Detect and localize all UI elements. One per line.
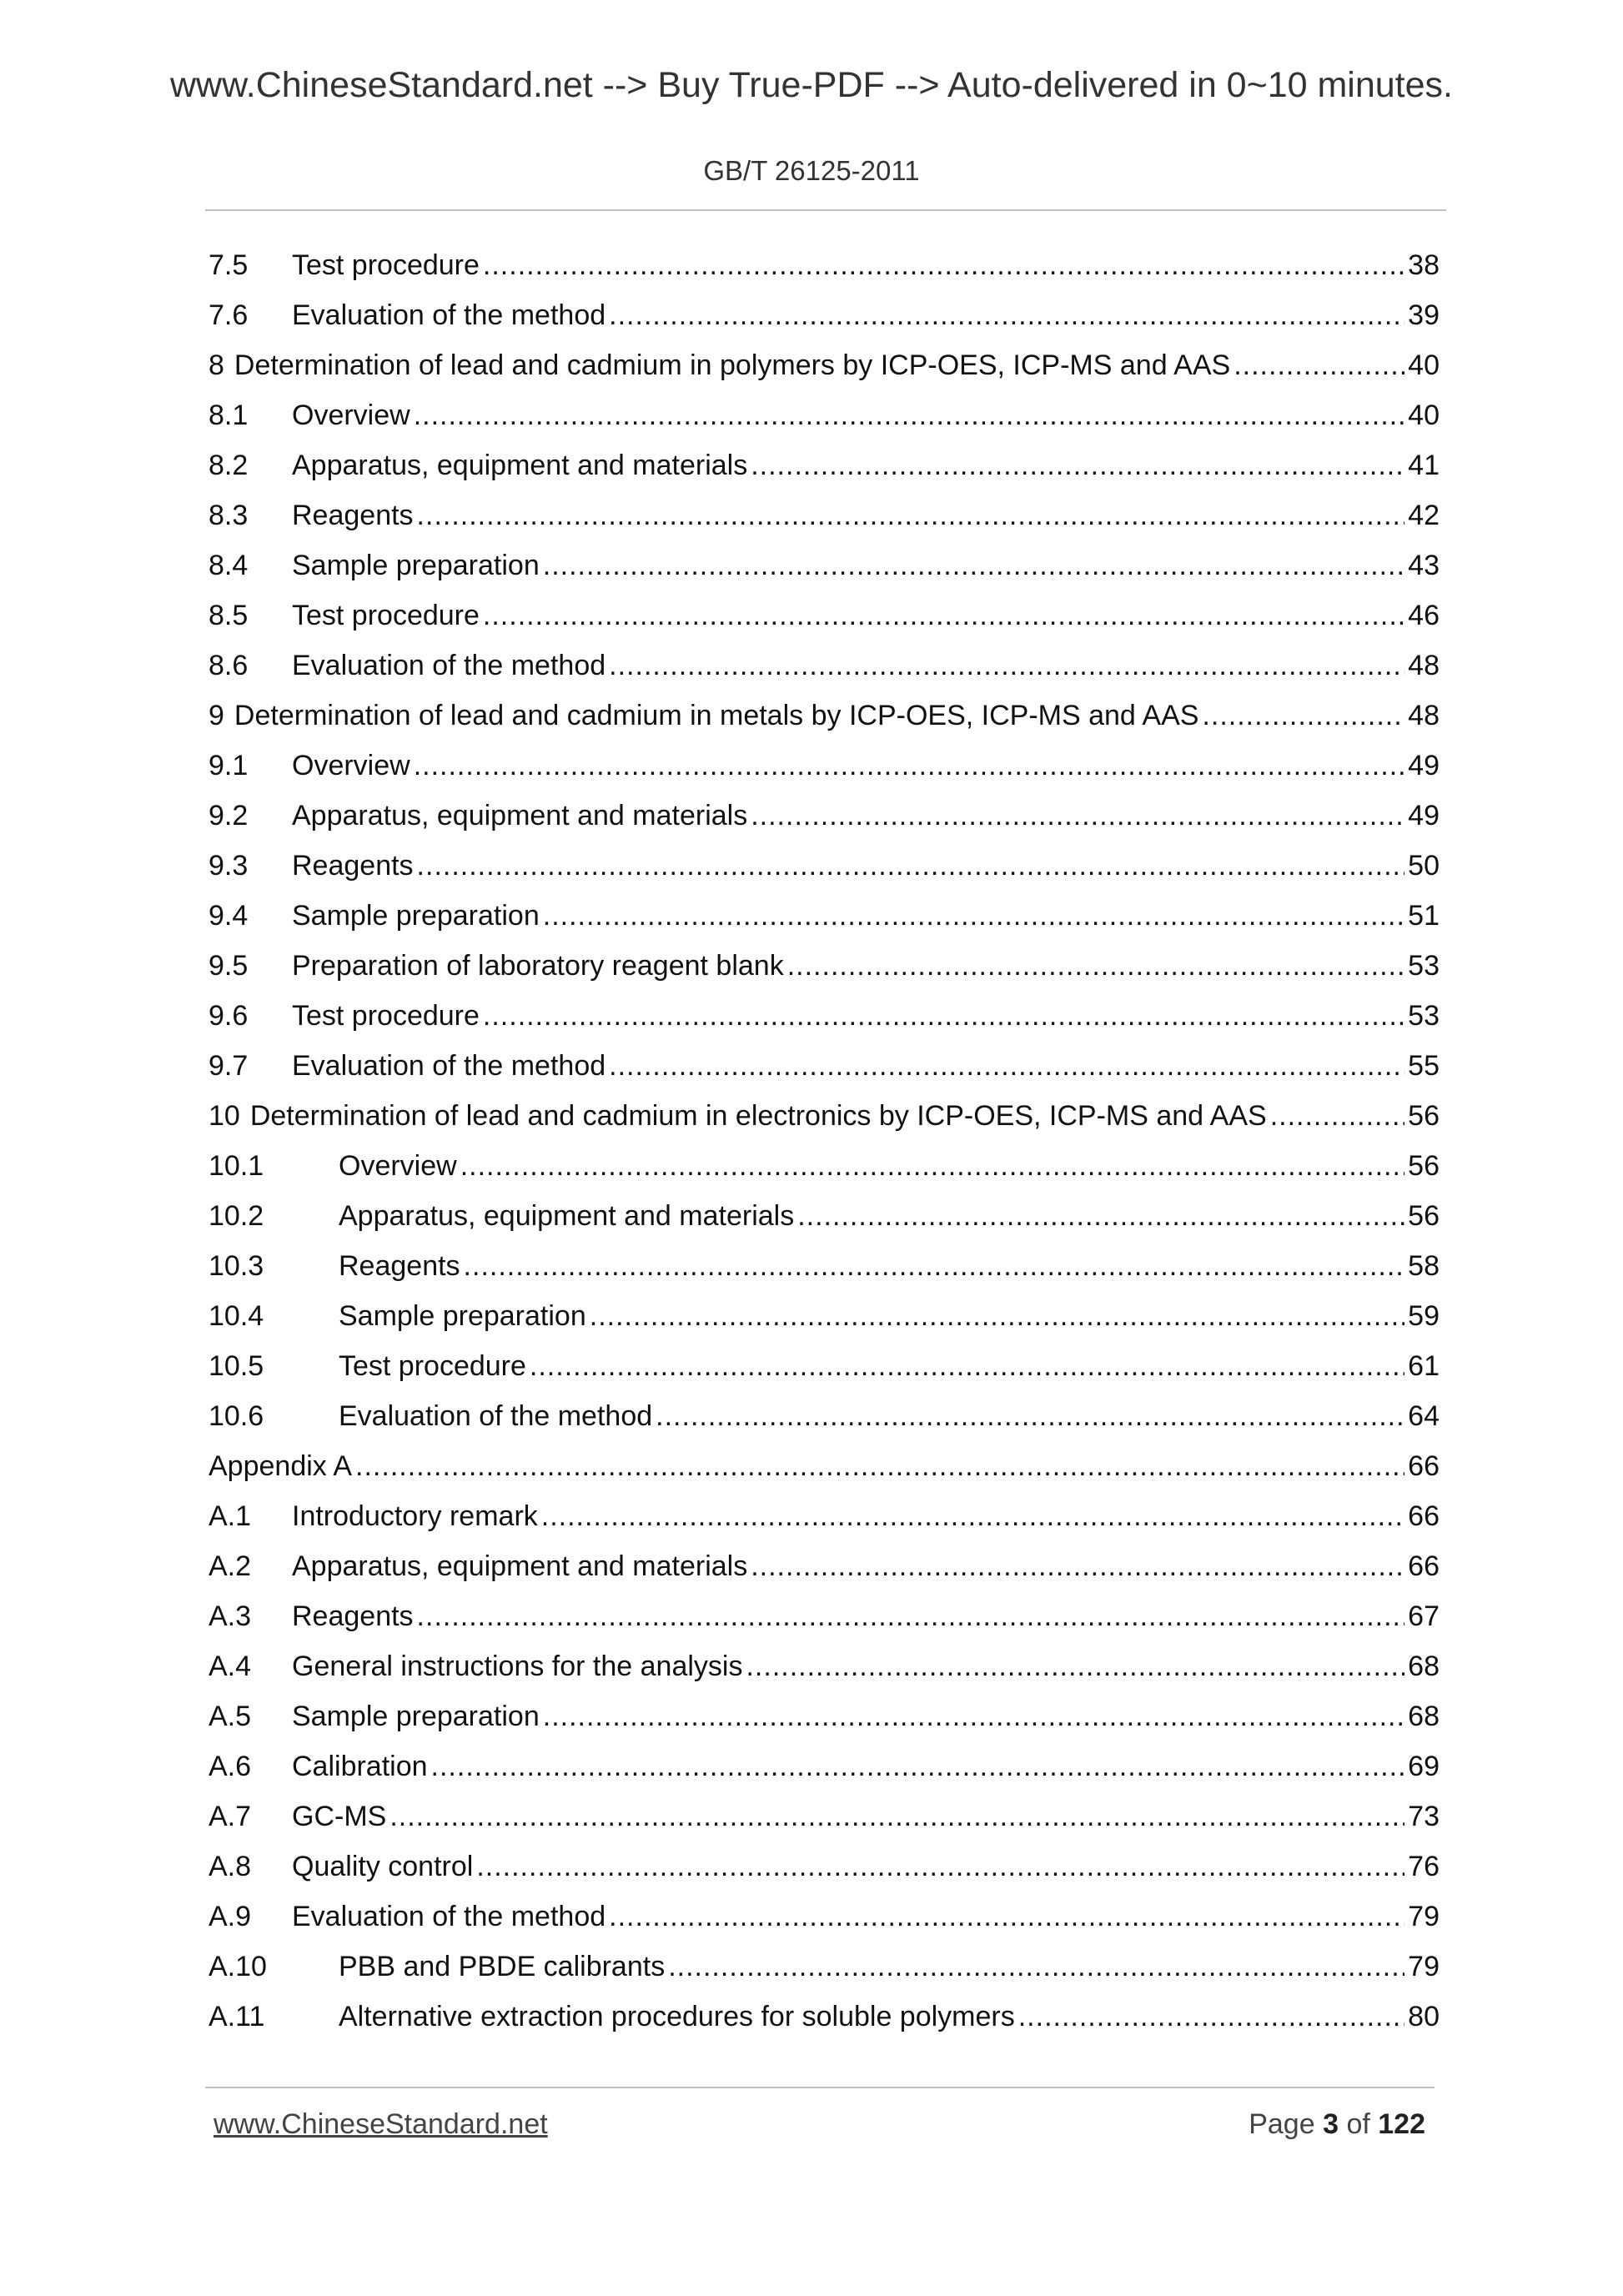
- toc-entry[interactable]: [209, 490, 1440, 540]
- toc-entry-number: A.9: [209, 1901, 252, 1932]
- toc-entry-title: Overview: [339, 1150, 457, 1182]
- toc-entry-page: 61: [1408, 1350, 1440, 1382]
- toc-entry-title: Reagents: [292, 1600, 414, 1632]
- toc-entry[interactable]: [209, 1892, 1440, 1942]
- toc-entry-title: Preparation of laboratory reagent blank: [292, 950, 784, 982]
- toc-entry-title: Overview: [292, 399, 410, 431]
- toc-entry-title: Apparatus, equipment and materials: [339, 1200, 795, 1232]
- toc-entry-title: Determination of lead and cadmium in electronics by ICP-OES, ICP-MS and AAS: [249, 1100, 1267, 1132]
- toc-entry-number: 9: [209, 700, 224, 731]
- toc-entry[interactable]: [209, 1641, 1440, 1691]
- toc-entry-number: 7.5: [209, 249, 249, 281]
- toc-dot-leader: [476, 1841, 1404, 1892]
- toc-entry-page: 53: [1408, 950, 1440, 982]
- toc-entry[interactable]: [209, 1291, 1440, 1341]
- toc-entry-title: Evaluation of the method: [292, 650, 606, 681]
- toc-entry-page: 79: [1408, 1951, 1440, 1982]
- toc-entry[interactable]: [209, 290, 1440, 340]
- toc-entry-number: 10.2: [209, 1200, 264, 1232]
- toc-entry-page: 66: [1408, 1550, 1440, 1582]
- footer-page-indicator: [1249, 2108, 1425, 2141]
- toc-entry[interactable]: [209, 1691, 1440, 1741]
- toc-dot-leader: [417, 1591, 1405, 1641]
- toc-entry[interactable]: [209, 240, 1440, 290]
- toc-entry[interactable]: [209, 1441, 1440, 1491]
- toc-entry-page: 41: [1408, 450, 1440, 481]
- toc-entry-page: 56: [1408, 1100, 1440, 1132]
- toc-entry-title: Evaluation of the method: [339, 1400, 653, 1432]
- toc-dot-leader: [751, 440, 1404, 490]
- toc-dot-leader: [668, 1942, 1404, 1992]
- toc-entry-page: 67: [1408, 1600, 1440, 1632]
- toc-entry-title: Sample preparation: [292, 1701, 540, 1732]
- toc-dot-leader: [1234, 340, 1404, 390]
- page-of: of: [1346, 2108, 1370, 2140]
- toc-dot-leader: [787, 941, 1404, 991]
- toc-entry-title: Reagents: [292, 850, 414, 882]
- toc-entry[interactable]: [209, 1591, 1440, 1641]
- toc-entry-number: 10.6: [209, 1400, 264, 1432]
- toc-dot-leader: [543, 891, 1404, 941]
- toc-entry-number: A.3: [209, 1600, 252, 1632]
- toc-entry-number: 10: [209, 1100, 240, 1132]
- toc-entry-page: 58: [1408, 1250, 1440, 1282]
- toc-entry-page: 53: [1408, 1000, 1440, 1032]
- toc-entry-number: 8.1: [209, 399, 249, 431]
- toc-entry-page: 40: [1408, 349, 1440, 381]
- toc-entry-page: 73: [1408, 1801, 1440, 1832]
- toc-entry-number: A.6: [209, 1751, 252, 1782]
- toc-dot-leader: [609, 1041, 1404, 1091]
- toc-dot-leader: [417, 490, 1405, 540]
- toc-dot-leader: [483, 991, 1404, 1041]
- toc-entry-number: A.8: [209, 1851, 252, 1882]
- toc-dot-leader: [414, 741, 1404, 791]
- toc-dot-leader: [797, 1191, 1404, 1241]
- footer-website-link[interactable]: www.ChineseStandard.net: [214, 2108, 548, 2140]
- toc-entry-title: Sample preparation: [292, 900, 540, 932]
- toc-dot-leader: [483, 240, 1404, 290]
- toc-entry-title: Determination of lead and cadmium in metals by ICP-OES, ICP-MS and AAS: [234, 700, 1199, 731]
- toc-entry-number: 8.6: [209, 650, 249, 681]
- toc-entry-title: Reagents: [292, 500, 414, 531]
- toc-entry-number: 8.3: [209, 500, 249, 531]
- toc-entry-title: Test procedure: [292, 1000, 480, 1032]
- toc-entry[interactable]: [209, 741, 1440, 791]
- toc-entry[interactable]: [209, 691, 1440, 741]
- toc-entry-title: Introductory remark: [292, 1500, 538, 1532]
- toc-dot-leader: [483, 590, 1404, 641]
- toc-entry-number: A.5: [209, 1701, 252, 1732]
- toc-entry-number: 9.1: [209, 750, 249, 781]
- toc-entry-number: 8.4: [209, 550, 249, 581]
- toc-entry[interactable]: [209, 1791, 1440, 1841]
- toc-entry[interactable]: [209, 1041, 1440, 1091]
- toc-entry-number: A.4: [209, 1650, 252, 1682]
- toc-entry-title: Calibration: [292, 1751, 428, 1782]
- toc-dot-leader: [609, 1892, 1404, 1942]
- toc-entry-number: 8.2: [209, 450, 249, 481]
- page-word: Page: [1249, 2108, 1315, 2140]
- toc-entry-number: A.2: [209, 1550, 252, 1582]
- toc-entry[interactable]: [209, 1191, 1440, 1241]
- toc-entry-page: 56: [1408, 1200, 1440, 1232]
- toc-entry-page: 49: [1408, 750, 1440, 781]
- toc-entry-title: PBB and PBDE calibrants: [339, 1951, 666, 1982]
- toc-entry[interactable]: [209, 991, 1440, 1041]
- toc-dot-leader: [1270, 1091, 1404, 1141]
- toc-entry[interactable]: [209, 841, 1440, 891]
- toc-dot-leader: [460, 1141, 1404, 1191]
- toc-entry-number: 10.4: [209, 1300, 264, 1332]
- toc-entry-title: Overview: [292, 750, 410, 781]
- toc-entry-page: 64: [1408, 1400, 1440, 1432]
- toc-entry-number: 10.3: [209, 1250, 264, 1282]
- toc-dot-leader: [590, 1291, 1404, 1341]
- toc-dot-leader: [1202, 691, 1404, 741]
- toc-entry-number: A.7: [209, 1801, 252, 1832]
- toc-entry[interactable]: [209, 340, 1440, 390]
- toc-dot-leader: [656, 1391, 1404, 1441]
- page-total: 122: [1378, 2108, 1425, 2140]
- toc-entry-number: A.11: [209, 2001, 265, 2032]
- toc-dot-leader: [1018, 1992, 1404, 2042]
- toc-entry-page: 68: [1408, 1701, 1440, 1732]
- toc-entry-page: 48: [1408, 700, 1440, 731]
- toc-entry[interactable]: [209, 540, 1440, 590]
- toc-entry-page: 49: [1408, 800, 1440, 831]
- toc-entry[interactable]: [209, 1541, 1440, 1591]
- page-current: 3: [1323, 2108, 1339, 2140]
- toc-entry-number: A.10: [209, 1951, 267, 1982]
- toc-dot-leader: [541, 1491, 1404, 1541]
- toc-entry-title: GC-MS: [292, 1801, 387, 1832]
- toc-entry-page: 55: [1408, 1050, 1440, 1082]
- toc-entry[interactable]: [209, 941, 1440, 991]
- toc-entry-number: 8.5: [209, 600, 249, 631]
- toc-dot-leader: [355, 1441, 1404, 1491]
- toc-entry-page: 68: [1408, 1650, 1440, 1682]
- toc-entry-page: 43: [1408, 550, 1440, 581]
- toc-entry-number: 10.5: [209, 1350, 264, 1382]
- toc-entry-page: 66: [1408, 1450, 1440, 1482]
- toc-entry[interactable]: [209, 1992, 1440, 2042]
- toc-entry-page: 59: [1408, 1300, 1440, 1332]
- toc-entry-number: 9.7: [209, 1050, 249, 1082]
- toc-dot-leader: [751, 1541, 1404, 1591]
- toc-entry-title: General instructions for the analysis: [292, 1650, 743, 1682]
- toc-entry-number: 9.3: [209, 850, 249, 882]
- toc-entry-title: Evaluation of the method: [292, 1050, 606, 1082]
- toc-entry-number: 8: [209, 349, 224, 381]
- toc-entry-page: 56: [1408, 1150, 1440, 1182]
- toc-entry[interactable]: [209, 390, 1440, 440]
- toc-entry[interactable]: [209, 1091, 1440, 1141]
- toc-entry[interactable]: [209, 1491, 1440, 1541]
- toc-entry[interactable]: [209, 1341, 1440, 1391]
- toc-entry-page: 51: [1408, 900, 1440, 932]
- toc-entry-number: 10.1: [209, 1150, 264, 1182]
- toc-entry-title: Sample preparation: [292, 550, 540, 581]
- toc-entry-title: Sample preparation: [339, 1300, 586, 1332]
- header-divider: [205, 209, 1446, 211]
- toc-entry-title: Reagents: [339, 1250, 460, 1282]
- toc-entry-page: 46: [1408, 600, 1440, 631]
- toc-entry-page: 80: [1408, 2001, 1440, 2032]
- toc-entry-page: 76: [1408, 1851, 1440, 1882]
- toc-dot-leader: [389, 1791, 1404, 1841]
- standard-code: GB/T 26125-2011: [703, 155, 920, 186]
- toc-dot-leader: [746, 1641, 1404, 1691]
- toc-entry-page: 50: [1408, 850, 1440, 882]
- footer-divider: [205, 2087, 1435, 2088]
- toc-entry-title: Apparatus, equipment and materials: [292, 1550, 748, 1582]
- toc-entry[interactable]: [209, 641, 1440, 691]
- toc-dot-leader: [609, 290, 1404, 340]
- header-banner: www.ChineseStandard.net --> Buy True-PDF --> Auto-delivered in 0~10 minutes.: [169, 65, 1453, 105]
- toc-entry-title: Quality control: [292, 1851, 474, 1882]
- toc-entry[interactable]: [209, 1391, 1440, 1441]
- toc-entry-number: 9.6: [209, 1000, 249, 1032]
- toc-entry-title: Test procedure: [339, 1350, 526, 1382]
- toc-entry[interactable]: [209, 1841, 1440, 1892]
- toc-dot-leader: [609, 641, 1404, 691]
- toc-entry-page: 40: [1408, 399, 1440, 431]
- toc-entry[interactable]: [209, 791, 1440, 841]
- toc-entry-title: Alternative extraction procedures for soluble polymers: [339, 2001, 1015, 2032]
- toc-entry[interactable]: [209, 1241, 1440, 1291]
- toc-entry-title: Evaluation of the method: [292, 299, 606, 331]
- toc-entry-number: A.1: [209, 1500, 252, 1532]
- toc-entry-number: 9.5: [209, 950, 249, 982]
- toc-entry-title: Apparatus, equipment and materials: [292, 450, 748, 481]
- toc-entry-title: Test procedure: [292, 600, 480, 631]
- toc-entry-page: 69: [1408, 1751, 1440, 1782]
- toc-entry-number: 9.4: [209, 900, 249, 932]
- toc-dot-leader: [464, 1241, 1405, 1291]
- toc-entry-page: 42: [1408, 500, 1440, 531]
- toc-entry-title: Appendix A: [209, 1450, 353, 1482]
- toc-entry-number: 7.6: [209, 299, 249, 331]
- toc-dot-leader: [751, 791, 1404, 841]
- toc-entry[interactable]: [209, 1741, 1440, 1791]
- toc-entry[interactable]: [209, 590, 1440, 641]
- table-of-contents: [209, 240, 1440, 2042]
- toc-entry-page: 66: [1408, 1500, 1440, 1532]
- toc-entry-title: Evaluation of the method: [292, 1901, 606, 1932]
- toc-entry[interactable]: [209, 440, 1440, 490]
- toc-entry[interactable]: [209, 1942, 1440, 1992]
- toc-entry[interactable]: [209, 1141, 1440, 1191]
- toc-dot-leader: [543, 1691, 1404, 1741]
- toc-entry-page: 38: [1408, 249, 1440, 281]
- toc-dot-leader: [414, 390, 1404, 440]
- toc-entry-title: Test procedure: [292, 249, 480, 281]
- toc-entry[interactable]: [209, 891, 1440, 941]
- toc-entry-page: 48: [1408, 650, 1440, 681]
- toc-entry-page: 39: [1408, 299, 1440, 331]
- toc-dot-leader: [417, 841, 1405, 891]
- toc-dot-leader: [543, 540, 1404, 590]
- toc-dot-leader: [530, 1341, 1404, 1391]
- toc-entry-title: Apparatus, equipment and materials: [292, 800, 748, 831]
- toc-dot-leader: [431, 1741, 1405, 1791]
- toc-entry-number: 9.2: [209, 800, 249, 831]
- toc-entry-title: Determination of lead and cadmium in polymers by ICP-OES, ICP-MS and AAS: [234, 349, 1231, 381]
- toc-entry-page: 79: [1408, 1901, 1440, 1932]
